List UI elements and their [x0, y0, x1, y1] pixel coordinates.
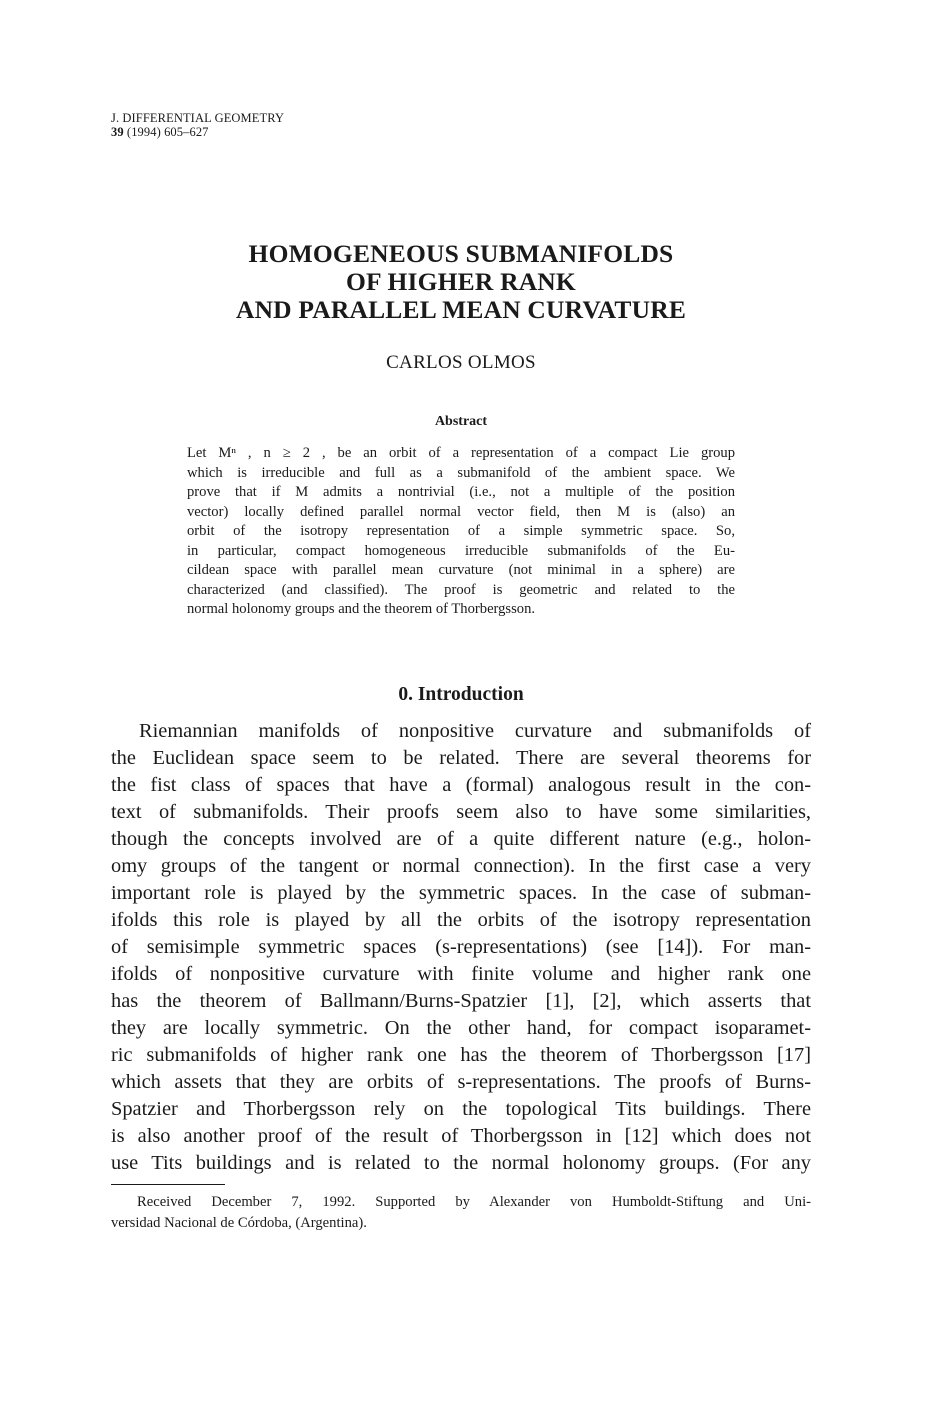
body-line: ifolds of nonpositive curvature with finite volume and higher rank one	[111, 963, 811, 985]
abstract-line: in particular, compact homogeneous irreducible submanifolds of the Eu-	[187, 542, 735, 559]
body-line: the fist class of spaces that have a (formal) analogous result in the con-	[111, 774, 811, 796]
body-line: has the theorem of Ballmann/Burns-Spatzier [1], [2], which asserts that	[111, 990, 811, 1012]
body-line: is also another proof of the result of Thorbergsson in [12] which does not	[111, 1125, 811, 1147]
abstract-heading: Abstract	[434, 414, 488, 429]
body-line: ifolds this role is played by all the orbits of the isotropy representation	[111, 909, 811, 931]
author-name: CARLOS OLMOS	[386, 352, 536, 373]
body-line: Spatzier and Thorbergsson rely on the topological Tits buildings. There	[111, 1098, 811, 1120]
footnote-divider	[111, 1184, 225, 1185]
abstract-line: which is irreducible and full as a submanifold of the ambient space. We	[187, 464, 735, 481]
body-line: text of submanifolds. Their proofs seem also to have some similarities,	[111, 801, 811, 823]
introduction-body	[111, 718, 811, 1177]
title-line-3: AND PARALLEL MEAN CURVATURE	[235, 295, 687, 324]
body-line: though the concepts involved are of a quite different nature (e.g., holon-	[111, 828, 811, 850]
footnote	[111, 1192, 811, 1234]
abstract-line: cildean space with parallel mean curvature (not minimal in a sphere) are	[187, 562, 735, 578]
body-line: the Euclidean space seem to be related. There are several theorems for	[111, 747, 811, 769]
body-line: they are locally symmetric. On the other hand, for compact isoparamet-	[111, 1017, 811, 1039]
abstract-line: prove that if M admits a nontrivial (i.e., not a multiple of the position	[187, 484, 735, 500]
journal-citation	[111, 125, 284, 139]
footnote-line: versidad Nacional de Córdoba, (Argentina).	[111, 1215, 367, 1231]
body-line: which assets that they are orbits of s-representations. The proofs of Burns-	[111, 1071, 811, 1093]
abstract-line: vector) locally defined parallel normal vector field, then M is (also) an	[187, 503, 735, 520]
body-line: ric submanifolds of higher rank one has the theorem of Thorbergsson [17]	[111, 1044, 811, 1066]
journal-name: J. DIFFERENTIAL GEOMETRY	[111, 111, 285, 125]
journal-year-pages: (1994) 605–627	[123, 125, 209, 139]
paper-title	[0, 240, 922, 324]
section-heading: 0. Introduction	[398, 684, 524, 705]
journal-header	[111, 111, 284, 139]
abstract-line: characterized (and classified). The proof is geometric and related to the	[187, 581, 735, 598]
body-line: important role is played by the symmetric spaces. In the case of subman-	[111, 882, 811, 904]
abstract-text	[187, 444, 735, 620]
abstract-line: normal holonomy groups and the theorem of Thorbergsson.	[187, 601, 536, 617]
abstract-line: Let Mⁿ , n ≥ 2 , be an orbit of a representation of a compact Lie group	[187, 445, 735, 461]
footnote-line: Received December 7, 1992. Supported by Alexander von Humboldt-Stiftung and Uni-	[137, 1194, 811, 1210]
body-line: Riemannian manifolds of nonpositive curvature and submanifolds of	[139, 720, 811, 742]
title-line-2: OF HIGHER RANK	[346, 267, 576, 296]
abstract-line: orbit of the isotropy representation of a simple symmetric space. So,	[187, 523, 735, 539]
body-line: use Tits buildings and is related to the normal holonomy groups. (For any	[111, 1152, 811, 1174]
body-line: omy groups of the tangent or normal connection). In the first case a very	[111, 855, 811, 877]
journal-volume: 39	[111, 125, 124, 139]
title-line-1: HOMOGENEOUS SUBMANIFOLDS	[248, 239, 674, 268]
body-line: of semisimple symmetric spaces (s-representations) (see [14]). For man-	[111, 936, 811, 958]
